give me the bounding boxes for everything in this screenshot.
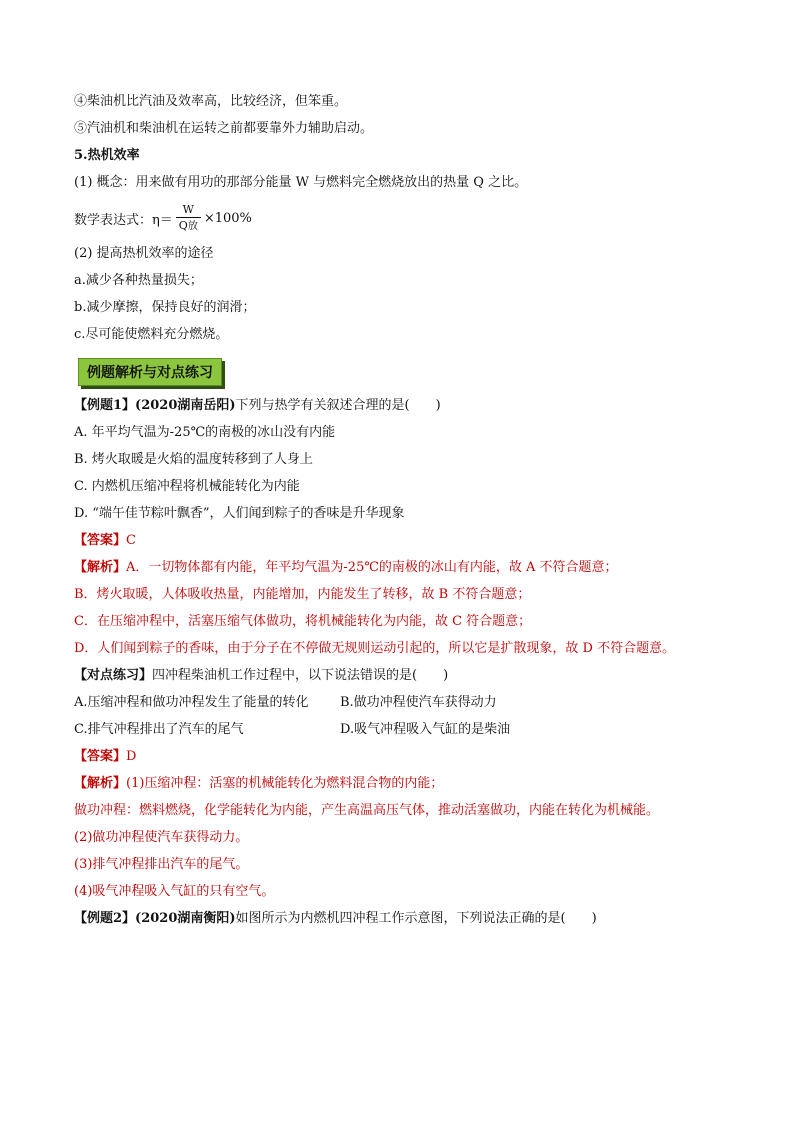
answer-tag: 【答案】: [74, 749, 127, 764]
example1-source: (2020湖南岳阳): [135, 398, 236, 413]
example1-option: A. 年平均气温为-25℃的南极的冰山没有内能: [74, 425, 336, 440]
formula-numerator: W: [182, 203, 194, 216]
analysis-line: B．烤火取暖，人体吸收热量，内能增加，内能发生了转移，故 B 不符合题意；: [74, 587, 531, 602]
example1-option: D. “端午佳节粽叶飘香”，人们闻到粽子的香味是升华现象: [74, 506, 405, 521]
practice-options-row: [74, 693, 724, 713]
analysis-line: (4)吸气冲程吸入气缸的只有空气。: [74, 884, 275, 899]
efficiency-concept: (1) 概念：用来做有用功的那部分能量 W 与燃料完全燃烧放出的热量 Q 之比。: [74, 175, 528, 190]
analysis-tag: 【解析】: [74, 560, 127, 575]
formula-suffix: ×100%: [203, 210, 252, 226]
formula-denominator-subscript: 放: [187, 221, 198, 232]
formula-fraction: [176, 203, 201, 233]
answer-value: D: [126, 749, 137, 764]
efficiency-formula: [74, 200, 724, 236]
section-banner: 例题解析与对点练习: [78, 358, 222, 386]
analysis-line: A．一切物体都有内能，年平均气温为-25℃的南极的冰山有内能，故 A 不符合题意；: [126, 560, 618, 575]
practice-tag: 【对点练习】: [74, 668, 153, 683]
example2-tag: 【例题2】: [74, 911, 136, 926]
practice-option: A.压缩冲程和做功冲程发生了能量的转化: [74, 695, 309, 710]
example1-analysis: [74, 558, 724, 578]
way-item: a.减少各种热量损失；: [74, 273, 203, 288]
analysis-line: C．在压缩冲程中，活塞压缩气体做功，将机械能转化为内能，故 C 符合题意；: [74, 614, 532, 629]
engine-note-4: ④柴油机比汽油及效率高，比较经济，但笨重。: [74, 94, 348, 109]
analysis-line: (2)做功冲程使汽车获得动力。: [74, 830, 249, 845]
analysis-tag: 【解析】: [74, 776, 127, 791]
practice-question-text: 四冲程柴油机工作过程中，以下说法错误的是( ): [152, 668, 449, 683]
efficiency-heading: 5.热机效率: [74, 148, 140, 163]
example1-answer: [74, 531, 724, 551]
way-item: c.尽可能使燃料充分燃烧。: [74, 327, 229, 342]
practice-options-row: [74, 720, 724, 740]
fraction-bar: [176, 217, 201, 218]
practice-question: [74, 666, 724, 686]
practice-option: C.排气冲程排出了汽车的尾气: [74, 722, 244, 737]
formula-prefix: 数学表达式：η＝: [74, 212, 173, 228]
answer-tag: 【答案】: [74, 533, 127, 548]
analysis-line: (1)压缩冲程：活塞的机械能转化为燃料混合物的内能；: [126, 776, 444, 791]
practice-option: B.做功冲程使汽车获得动力: [340, 695, 497, 710]
example1-option: B. 烤火取暖是火焰的温度转移到了人身上: [74, 452, 313, 467]
analysis-line: D．人们闻到粽子的香味，由于分子在不停做无规则运动引起的，所以它是扩散现象，故 D 不符合题意。: [74, 641, 676, 656]
practice-analysis: [74, 774, 724, 794]
example2-source: (2020湖南衡阳): [135, 911, 236, 926]
practice-option: D.吸气冲程吸入气缸的是柴油: [340, 722, 511, 737]
example2-question-text: 如图所示为内燃机四冲程工作示意图，下列说法正确的是( ): [235, 911, 597, 926]
analysis-line: (3)排气冲程排出汽车的尾气。: [74, 857, 249, 872]
formula-denominator: Q放: [178, 219, 198, 232]
example1-question-text: 下列与热学有关叙述合理的是( ): [235, 398, 441, 413]
example1-tag: 【例题1】: [74, 398, 136, 413]
example2-question: [74, 909, 724, 929]
way-item: b.减少摩擦，保持良好的润滑；: [74, 300, 256, 315]
example1-option: C. 内燃机压缩冲程将机械能转化为内能: [74, 479, 300, 494]
engine-note-5: ⑤汽油机和柴油机在运转之前都要靠外力辅助启动。: [74, 121, 374, 136]
answer-value: C: [126, 533, 136, 548]
ways-title: (2) 提高热机效率的途径: [74, 246, 214, 261]
practice-answer: [74, 747, 724, 767]
example1-question: [74, 396, 724, 416]
content-column: [74, 92, 724, 936]
analysis-line: 做功冲程：燃料燃烧，化学能转化为内能，产生高温高压气体，推动活塞做功，内能在转化为机械能。: [74, 803, 660, 818]
